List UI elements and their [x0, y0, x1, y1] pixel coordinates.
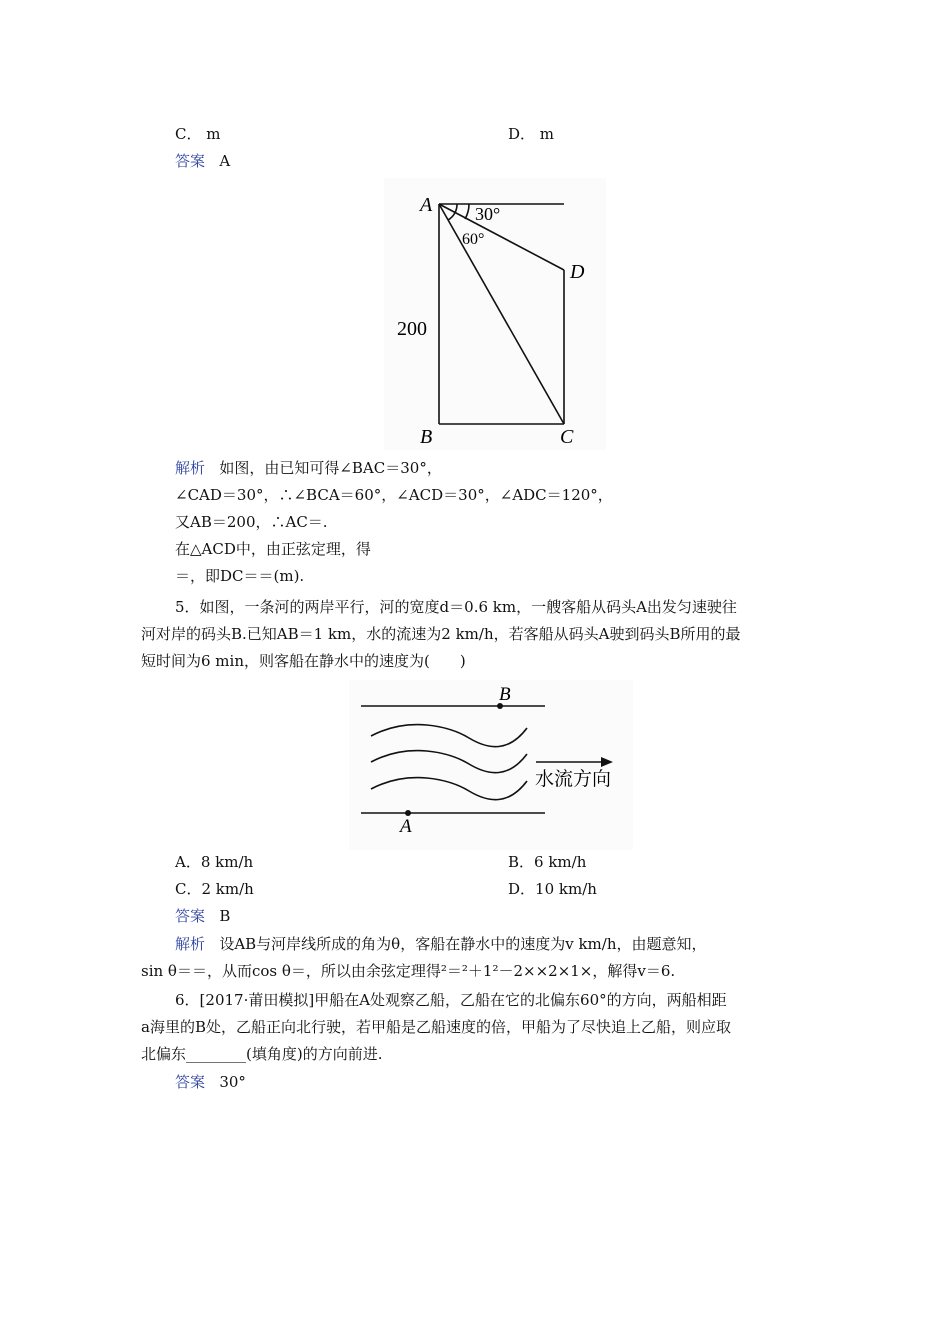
q4-answer — [175, 151, 230, 171]
q4-analysis-line-2: ∠CAD＝30°，∴∠BCA＝60°，∠ACD＝30°，∠ADC＝120°， — [175, 486, 613, 504]
q4-figure — [384, 178, 606, 450]
point-c-label: C — [560, 426, 574, 448]
analysis-label: 解析 — [175, 459, 206, 477]
q5-answer — [175, 906, 230, 926]
answer-value: 30° — [219, 1073, 246, 1091]
q5-analysis-line-1 — [175, 934, 707, 954]
point-d-label: D — [570, 261, 585, 283]
q6-stem-line-2: a海里的B处，乙船正向北行驶，若甲船是乙船速度的倍，甲船为了尽快追上乙船，则应取 — [141, 1018, 731, 1036]
q5-option-a: A．8 km/h — [175, 853, 254, 871]
analysis-text: 如图，由已知可得∠BAC＝30°， — [219, 459, 442, 477]
side-200-label: 200 — [397, 318, 427, 340]
q6-answer — [175, 1072, 246, 1092]
q5-stem-line-3: 短时间为6 min，则客船在静水中的速度为( ) — [141, 652, 466, 670]
q4-option-d: D． m — [508, 125, 555, 143]
q5-stem-line-1: 5．如图，一条河的两岸平行，河的宽度d＝0.6 km，一艘客船从码头A出发匀速驶往 — [175, 598, 737, 616]
angle-60-label: 60° — [462, 231, 485, 248]
answer-label: 答案 — [175, 152, 206, 170]
q6-stem-line-1: 6．[2017·莆田模拟]甲船在A处观察乙船，乙船在它的北偏东60°的方向，两船相距 — [175, 991, 727, 1009]
q5-analysis-line-2: sin θ＝＝，从而cos θ＝，所以由余弦定理得²＝²＋1²－2××2×1×，解得v＝6. — [141, 962, 676, 980]
q4-analysis-line-4: 在△ACD中，由正弦定理，得 — [175, 540, 371, 558]
point-b-label: B — [420, 426, 433, 448]
q5-river-figure — [349, 680, 633, 850]
q5-stem-line-2: 河对岸的码头B.已知AB＝1 km，水的流速为2 km/h，若客船从码头A驶到码头B所用的最 — [141, 625, 741, 643]
q4-analysis-line-5: ＝，即DC＝＝(m). — [175, 567, 305, 585]
q6-stem-line-3: 北偏东________(填角度)的方向前进. — [141, 1045, 383, 1063]
point-b-label: B — [499, 684, 511, 705]
answer-label: 答案 — [175, 907, 206, 925]
q5-option-d: D．10 km/h — [508, 880, 597, 898]
answer-value: A — [219, 152, 231, 170]
q4-option-c: C． m — [175, 125, 221, 143]
answer-value: B — [219, 907, 231, 925]
q5-option-c: C．2 km/h — [175, 880, 254, 898]
point-a-label: A — [400, 816, 412, 837]
q5-option-b: B．6 km/h — [508, 853, 587, 871]
q4-analysis-line-1 — [175, 458, 442, 478]
point-a-label: A — [420, 194, 433, 216]
answer-label: 答案 — [175, 1073, 206, 1091]
analysis-text: 设AB与河岸线所成的角为θ，客船在静水中的速度为v km/h，由题意知， — [219, 935, 707, 953]
flow-direction-label: 水流方向 — [535, 769, 612, 790]
angle-30-label: 30° — [475, 204, 501, 224]
analysis-label: 解析 — [175, 935, 206, 953]
q4-analysis-line-3: 又AB＝200，∴AC＝. — [175, 513, 328, 531]
